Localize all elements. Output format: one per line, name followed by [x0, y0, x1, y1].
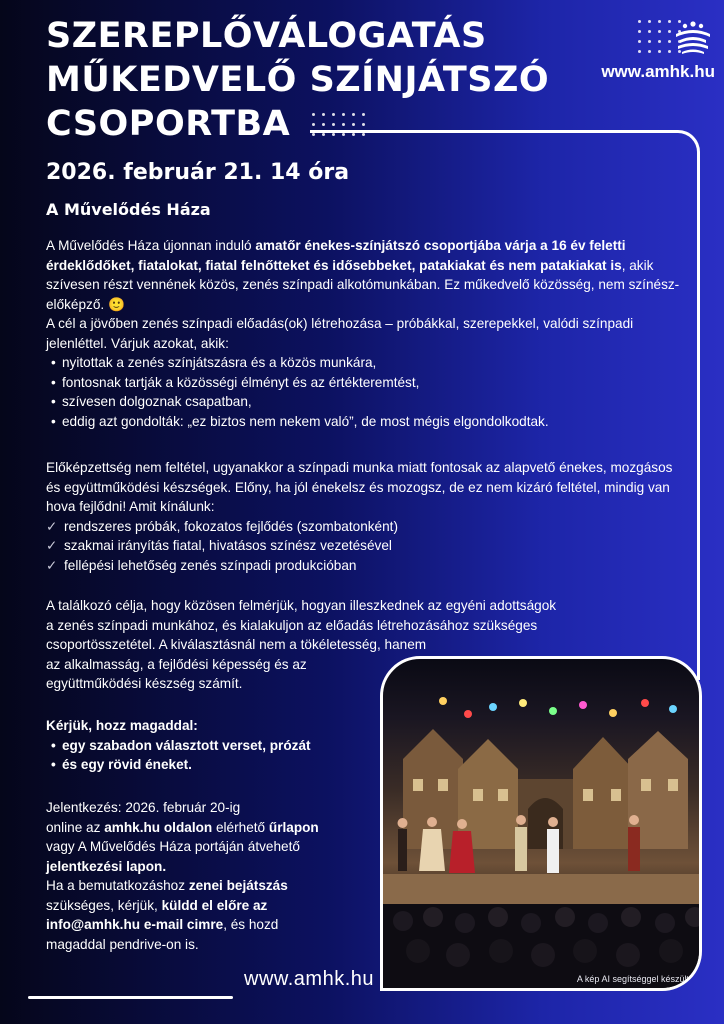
stage-floor	[383, 874, 702, 904]
site-url-bottom[interactable]: www.amhk.hu	[244, 968, 374, 990]
check-icon: ✓	[46, 538, 58, 553]
bring-list	[46, 736, 376, 775]
list-item: • egy szabadon választott verset, prózát	[46, 736, 376, 756]
goal-line: A találkozó célja, hogy közösen felmérjük, hogyan illeszkednek az egyéni adottságok	[46, 598, 557, 613]
list-item: ✓ szakmai irányítás fiatal, hivatásos színész vezetésével	[46, 536, 686, 556]
stage-backdrop	[403, 729, 688, 849]
bring-section	[46, 716, 376, 775]
goal-line: a zenés színpadi munkához, és kialakuljon az előadás létrehozásához szükséges	[46, 617, 538, 633]
list-item: • nyitottak a zenés színjátszásra és a közös munkára,	[46, 353, 686, 373]
list-item: ✓ fellépési lehetőség zenés színpadi produkcióban	[46, 556, 686, 576]
application-line: vagy A Művelődés Háza portáján átvehető	[46, 839, 300, 854]
list-item: • eddig azt gondolták: „ez biztos nem nekem való”, de most mégis elgondolkodtak.	[46, 412, 686, 432]
list-item: • szívesen dolgoznak csapatban,	[46, 392, 686, 412]
application-line: Ha a bemutatkozáshoz zenei bejátszás	[46, 878, 288, 893]
check-icon: ✓	[46, 557, 58, 573]
intro-paragraph: A Művelődés Háza újonnan induló amatőr énekes-színjátszó csoportjába várja a 16 év feletti érdeklődőket, fiatalokat, fiatal felnőtteket és idősebbeket, patakiakat és nem patakiakat is, akik szívesen részt vennének közös, zenés színpadi alkotómunkában. Ez műkedvelő közösség, nem színész-előképző. 🙂	[46, 238, 680, 312]
list-item: ✓ rendszeres próbák, fokozatos fejlődés (szombatonként)	[46, 517, 686, 537]
title-line: MŰKEDVELŐ SZÍNJÁTSZÓ	[46, 60, 550, 100]
decorative-frame-right	[697, 160, 700, 680]
email-link[interactable]: info@amhk.hu e-mail cimre	[46, 917, 224, 932]
bring-heading: Kérjük, hozz magaddal:	[46, 718, 198, 733]
form-link[interactable]: űrlapon	[268, 819, 319, 835]
amhk-link[interactable]: amhk.hu oldalon	[104, 819, 213, 835]
stage-photo	[380, 656, 702, 991]
venue-name: A Művelődés Háza	[46, 200, 211, 219]
audience-list	[46, 353, 686, 431]
list-item: • fontosnak tartják a közösségi élményt és az értékteremtést,	[46, 373, 686, 393]
application-section	[46, 798, 376, 954]
page-title	[46, 14, 606, 146]
event-date: 2026. február 21. 14 óra	[46, 160, 350, 185]
amhk-logo-icon	[672, 16, 714, 58]
application-deadline: Jelentkezés: 2026. február 20-ig	[46, 800, 241, 815]
application-line: magaddal pendrive-on is.	[46, 936, 199, 952]
application-line: jelentkezési lapon.	[46, 858, 167, 874]
application-line: szükséges, kérjük, küldd el előre az	[46, 897, 268, 913]
check-icon: ✓	[46, 518, 58, 534]
title-line: SZEREPLŐVÁLOGATÁS	[46, 16, 487, 56]
intro-section	[46, 236, 686, 431]
title-line: CSOPORTBA	[46, 104, 291, 144]
application-line: online az amhk.hu oldalon elérhető űrlapon	[46, 819, 319, 835]
decorative-frame-bottom	[28, 996, 233, 999]
stage-lights	[439, 697, 677, 718]
site-url-top[interactable]: www.amhk.hu	[601, 62, 715, 81]
requirements-paragraph: Előképzettség nem feltétel, ugyanakkor a színpadi munka miatt fontosak az alapvető énekes, mozgásos és együttműködési készségek. Előny, ha jól énekelsz és mozogsz, de ez nem kizáró feltétel, mindig van hova fejlődni! Amit kínálunk:	[46, 460, 673, 514]
list-item: • és egy rövid éneket.	[46, 755, 376, 775]
application-line: info@amhk.hu e-mail cimre, és hozd	[46, 917, 279, 932]
goal-line: együttműködési készség számít.	[46, 676, 243, 691]
photo-credit: A kép AI segítséggel készült	[576, 974, 689, 984]
goal-line: csoportösszetétel. A kiválasztásnál nem a tökéletesség, hanem	[46, 637, 427, 652]
goal-line: az alkalmasság, a fejlődési képesség és az	[46, 656, 307, 672]
offers-list	[46, 517, 686, 576]
requirements-section	[46, 458, 686, 575]
goal-paragraph: A cél a jövőben zenés színpadi előadás(ok) létrehozása – próbákkal, szerepekkel, valódi színpadi jelenléttel. Várjuk azokat, akik:	[46, 316, 634, 351]
